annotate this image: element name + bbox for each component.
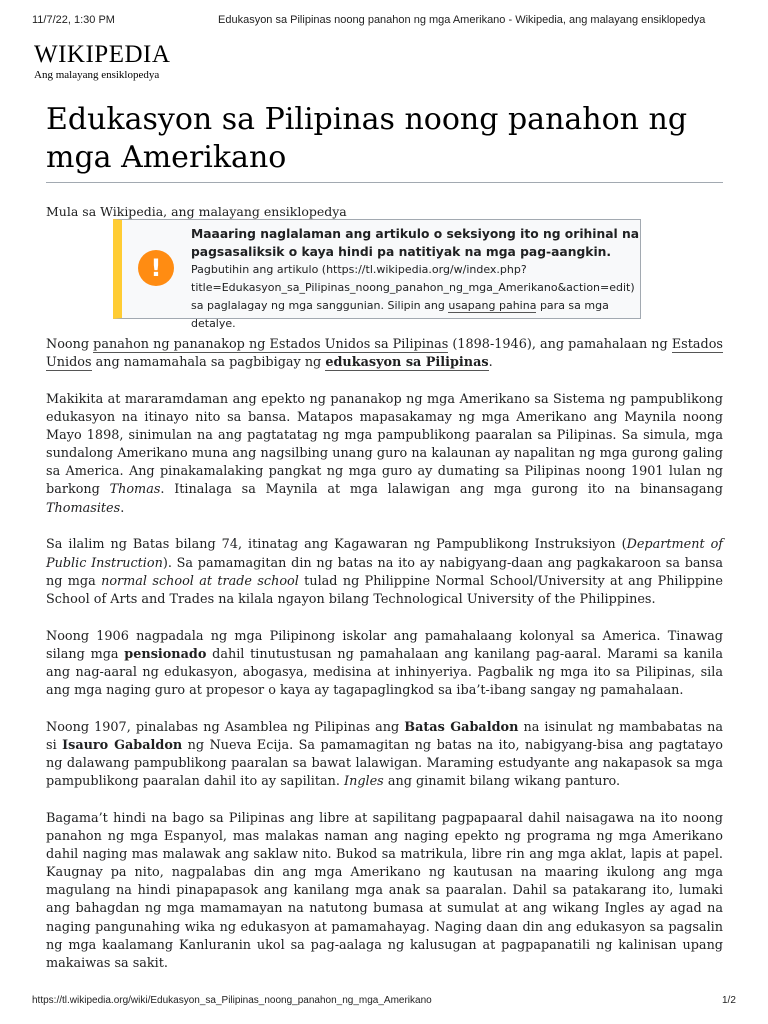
title-divider [46,182,723,183]
bold-isauro-gabaldon: Isauro Gabaldon [62,737,183,753]
italic-thomasites: Thomasites [46,500,121,516]
link-american-occupation[interactable]: panahon ng pananakop ng Estados Unidos sa Pilipinas [93,337,449,352]
notice-heading: Maaaring naglalaman ang artikulo o seksiyong ito ng orihinal na pagsasaliksik o kaya hindi pa natitiyak na mga pag-aangkin. [191,227,640,259]
notice-body [191,261,641,333]
page-number: 1/2 [722,995,736,1006]
italic-ingles: Ingles [344,774,384,790]
text: ng Nueva Ecija. Sa pamamagitan ng batas na ito, nabigyang-bisa ang pagtatayo ng dalawang pampublikong paaralan sa bawat lalawigan. Maraming estudyante ang nakapasok sa mga pampublikong paaralan dahil ito ay sapilitan. [46,737,723,790]
original-research-notice [113,219,641,330]
talk-page-link[interactable]: usapang pahina [448,299,537,312]
bold-batas-gabaldon: Batas Gabaldon [404,719,519,735]
paragraph-thomasites [46,391,723,518]
paragraph-pensionado [46,628,723,700]
text: . [120,500,125,516]
text: Noong 1906 nagpadala ng mga Pilipinong iskolar ang pamahalaang kolonyal sa America. Tinawag silang mga [46,628,723,662]
paragraph-free-education [46,810,723,973]
wikipedia-logo[interactable] [34,42,170,81]
text: . [488,355,493,371]
article-body [46,336,723,992]
text: dahil tinutustusan ng pamahalaan ang kanilang pag-aaral. Marami sa kanila ang nag-aaral ng edukasyon, abogasya, medisina at inhinyeriya. Pagbalik ng mga ito sa Pilipinas, sila ang mga naging guro at propesor o kaya ay tagapaglingkod sa iba’t-ibang sangay ng pamahalaan. [46,646,723,698]
logo-tagline: Ang malayang ensiklopedya [34,69,160,81]
print-datetime: 11/7/22, 1:30 PM [32,14,115,26]
text: . Itinalaga sa Maynila at mga lalawigan ang mga gurong ito na binansagang [160,482,723,498]
italic-department: Department of Public Instruction [46,537,724,571]
paragraph-gabaldon [46,719,723,791]
text: (1898-1946), ang pamahalaan ng [448,337,672,352]
text: ). Sa pamamagitan din ng batas na ito ay nabigyang-daan ang pagkakaroon sa bansa ng mga [46,555,723,589]
page-title: Edukasyon sa Pilipinas noong panahon ng mga Amerikano [46,102,688,175]
text: Bagama’t hindi na bago sa Pilipinas ang libre at sapilitang pagpapaaral dahil naisagawa na ito noong panahon ng mga Espanyol, mas malakas naman ang naging epekto ng programa ng mga Amerikano dahil naging mas malawak ang saklaw nito. Bukod sa matrikula, libre rin ang mga aklat, lapis at papel. Kaugnay pa nito, nagpalabas din ang mga Amerikano ng kautusan na maaring ikulong ang mga magulang na hindi pinapapasok ang kanilang mga anak sa paaralan. Dahil sa patakarang ito, lumaki ang bahagdan ng mga mamamayan na natutong bumasa at sumulat at ang wikang Ingles ay agad na naging pangunahing wika ng edukasyon at pamamahayag. Naging daan din ang edukasyon sa pagsalin ng mga kaalamang Kanluranin ukol sa pag-aalaga ng kalusugan at pagpapanatili ng kalinisan upang makaiwas sa sakit. [46,810,723,971]
exclamation-icon: ! [138,250,174,286]
print-url: https://tl.wikipedia.org/wiki/Edukasyon_sa_Pilipinas_noong_panahon_ng_mga_Amerikano [32,995,432,1006]
italic-normal-school: normal school at trade school [101,573,299,589]
notice-body-suffix: para sa mga detalye. [191,299,609,330]
text: Noong 1907, pinalabas ng Asamblea ng Pilipinas ang [46,719,405,735]
text: tulad ng Philippine Normal School/University at ang Philippine School of Arts and Trades na kilala ngayon bilang Technological University of the Philippines. [46,573,724,607]
notice-body-prefix: Pagbutihin ang artikulo (https://tl.wikipedia.org/w/index.php?title=Edukasyon_sa_Pilipinas_noong_panahon_ng_mga_Amerikano&action=edit) sa paglalagay ng mga sanggunian. Silipin ang [191,263,635,312]
logo-wordmark: WIKIPEDIA [34,41,171,68]
paragraph-batas-74 [46,536,723,608]
paragraph-intro [46,336,723,372]
italic-thomas: Thomas [109,482,161,498]
site-subtitle: Mula sa Wikipedia, ang malayang ensiklopedya [46,204,347,219]
link-united-states[interactable]: Estados Unidos [46,337,723,371]
text: Makikita at mararamdaman ang epekto ng pananakop ng mga Amerikano sa Sistema ng pampublikong edukasyon na itinayo nito sa bansa. Matapos mapasakamay ng mga Amerikano ang Maynila noong Mayo 1898, sinimulan na ang pagtatatag ng mga pampublikong paaralan sa Pilipinas. Sa simula, mga sundalong Amerikano muna ang nagsilbing unang guro na kalaunan ay napalitan ng mga gurong galing sa America. Ang pinakamalaking pangkat ng mga guro ay dumating sa Pilipinas noong 1901 lulan ng barkong [46,391,723,498]
text: ang namamahala sa pagbibigay ng [91,355,326,371]
text: Noong [46,337,94,352]
text: ang ginamit bilang wikang panturo. [383,774,621,790]
bold-pensionado: pensionado [124,646,207,662]
text: na isinulat ng mambabatas na si [46,719,723,753]
text: Sa ilalim ng Batas bilang 74, itinatag ang Kagawaran ng Pampublikong Instruksiyon ( [46,537,627,553]
print-doc-title: Edukasyon sa Pilipinas noong panahon ng mga Amerikano - Wikipedia, ang malayang ensiklopedya [218,14,706,26]
link-edukasyon-sa-pilipinas[interactable]: edukasyon sa Pilipinas [325,355,489,371]
notice-text [191,225,641,333]
